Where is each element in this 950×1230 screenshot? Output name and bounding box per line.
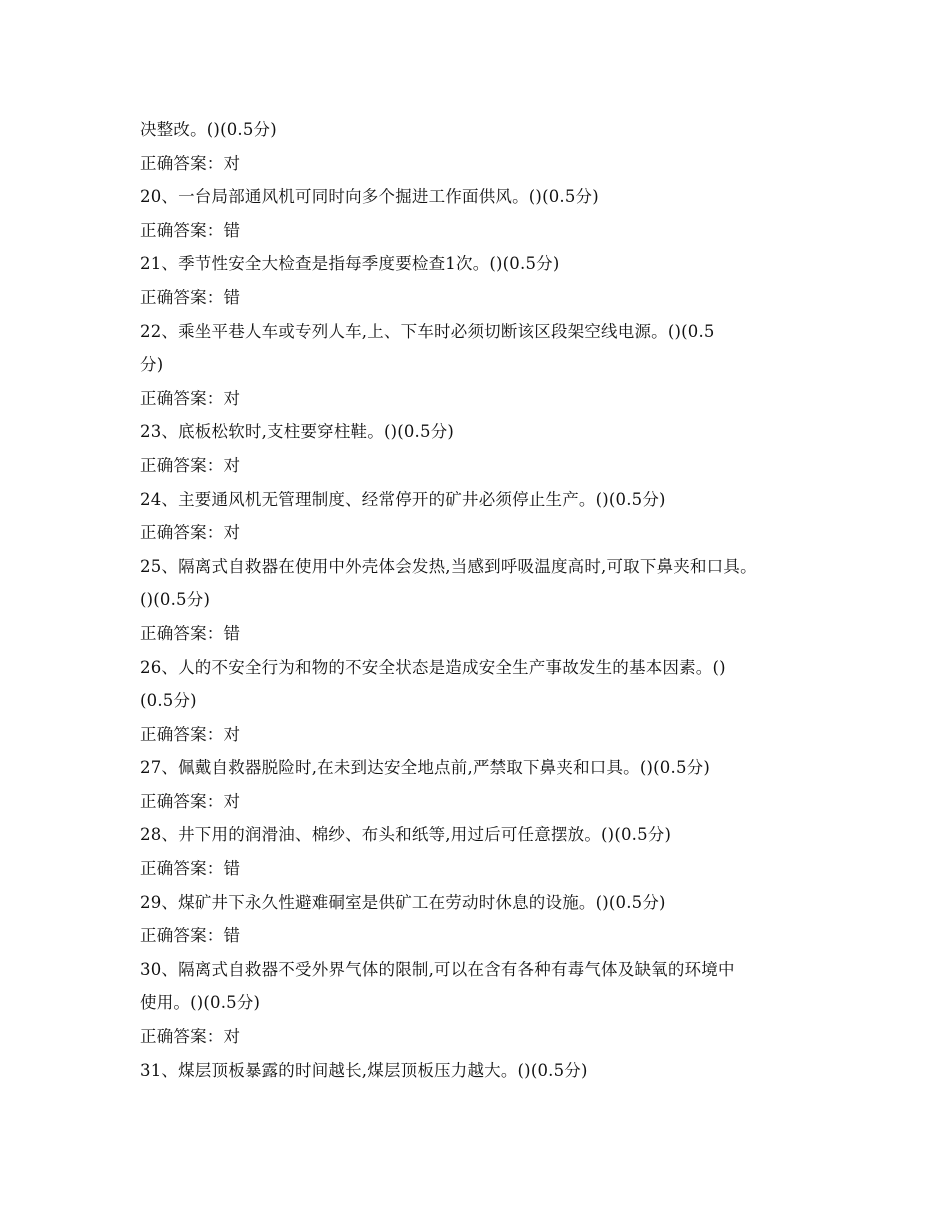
- question-line: 25、隔离式自救器在使用中外壳体会发热,当感到呼吸温度高时,可取下鼻夹和口具。: [140, 556, 757, 576]
- answer-line: 正确答案：错: [140, 926, 241, 946]
- question-line: 22、乘坐平巷人车或专列人车,上、下车时必须切断该区段架空线电源。()(0.5: [140, 321, 715, 341]
- question-line: 29、煤矿井下永久性避难硐室是供矿工在劳动时休息的设施。()(0.5分): [140, 892, 666, 912]
- question-line: 21、季节性安全大检查是指每季度要检查1次。()(0.5分): [140, 254, 560, 274]
- answer-line: 正确答案：对: [140, 388, 241, 408]
- text-line: 决整改。()(0.5分): [140, 120, 277, 139]
- question-line: 23、底板松软时,支柱要穿柱鞋。()(0.5分): [140, 422, 455, 442]
- answer-line: 正确答案：对: [140, 153, 241, 173]
- answer-line: 正确答案：对: [140, 523, 241, 543]
- question-line-continued: (0.5分): [140, 691, 197, 711]
- answer-line: 正确答案：对: [140, 455, 241, 475]
- answer-line: 正确答案：对: [140, 1027, 241, 1047]
- answer-line: 正确答案：错: [140, 623, 241, 643]
- question-line: 30、隔离式自救器不受外界气体的限制,可以在含有各种有毒气体及缺氧的环境中: [140, 959, 735, 979]
- document-body: [140, 113, 830, 1087]
- question-line: 28、井下用的润滑油、棉纱、布头和纸等,用过后可任意摆放。()(0.5分): [140, 825, 672, 845]
- answer-line: 正确答案：错: [140, 220, 241, 240]
- question-line-continued: 分): [140, 355, 164, 375]
- question-line: 20、一台局部通风机可同时向多个掘进工作面供风。()(0.5分): [140, 187, 599, 207]
- question-line-continued: 使用。()(0.5分): [140, 993, 261, 1013]
- question-line-continued: ()(0.5分): [140, 590, 211, 610]
- answer-line: 正确答案：对: [140, 724, 241, 744]
- question-line: 24、主要通风机无管理制度、经常停开的矿井必须停止生产。()(0.5分): [140, 489, 666, 509]
- question-line: 27、佩戴自救器脱险时,在未到达安全地点前,严禁取下鼻夹和口具。()(0.5分): [140, 758, 710, 778]
- question-line: 31、煤层顶板暴露的时间越长,煤层顶板压力越大。()(0.5分): [140, 1060, 588, 1080]
- question-line: 26、人的不安全行为和物的不安全状态是造成安全生产事故发生的基本因素。(): [140, 657, 726, 677]
- answer-line: 正确答案：错: [140, 287, 241, 307]
- answer-line: 正确答案：对: [140, 791, 241, 811]
- answer-line: 正确答案：错: [140, 859, 241, 879]
